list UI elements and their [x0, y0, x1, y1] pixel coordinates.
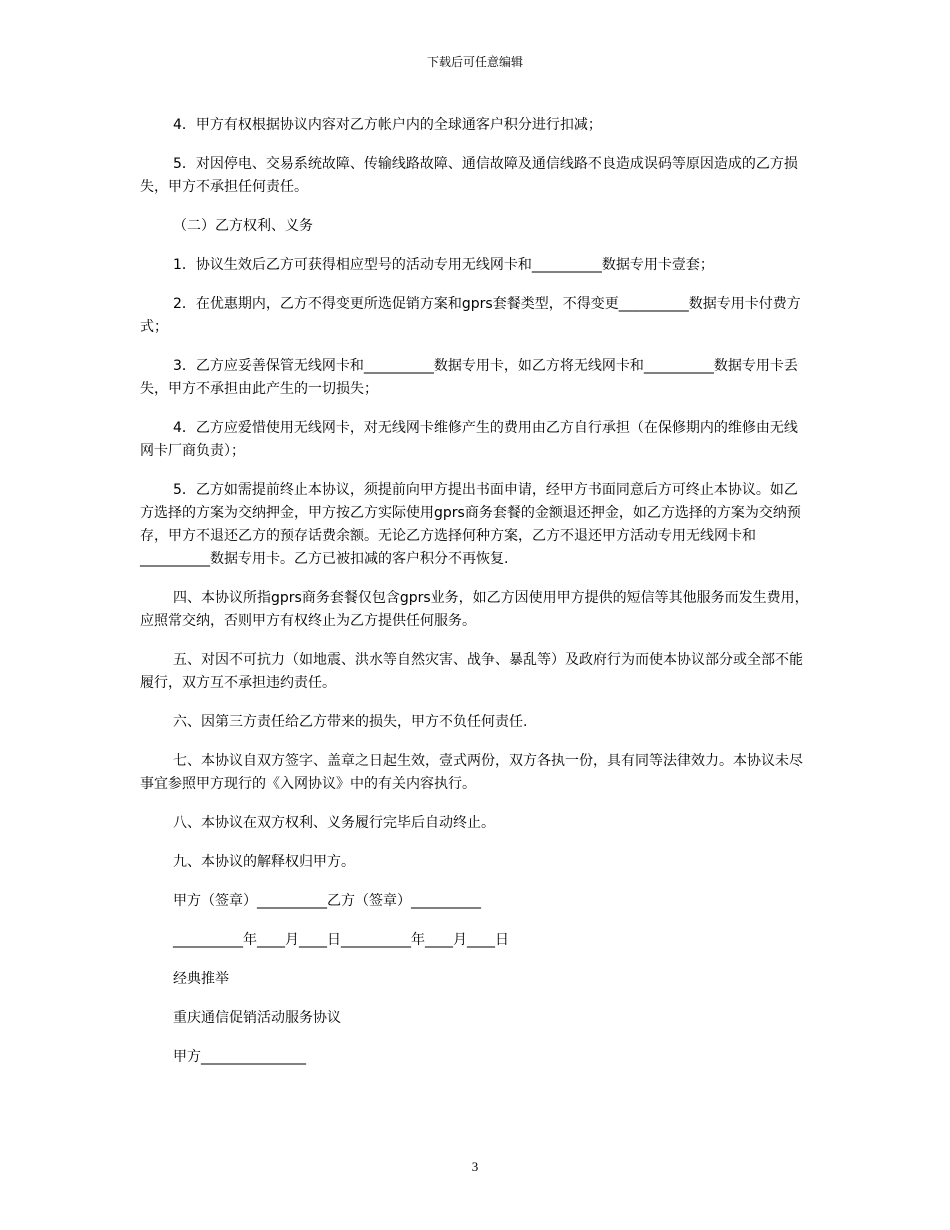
- paragraph: 2．在优惠期内，乙方不得变更所选促销方案和gprs套餐类型，不得变更__________数据专用卡付费方式；: [140, 296, 801, 335]
- paragraph: 3．乙方应妥善保管无线网卡和__________数据专用卡，如乙方将无线网卡和__________数据专用卡丢失，甲方不承担由此产生的一切损失；: [140, 358, 798, 397]
- paragraph: 五、对因不可抗力（如地震、洪水等自然灾害、战争、暴乱等）及政府行为而使本协议部分或全部不能履行，双方互不承担违约责任。: [140, 652, 803, 691]
- party-line: 甲方_______________: [173, 1049, 306, 1065]
- page-number: 3: [471, 1159, 479, 1174]
- paragraph: 四、本协议所指gprs商务套餐仅包含gprs业务，如乙方因使用甲方提供的短信等其他服务而发生费用，应照常交纳，否则甲方有权终止为乙方提供任何服务。: [140, 590, 809, 629]
- document-body: [140, 114, 810, 1085]
- section-heading: （二）乙方权利、义务: [173, 218, 313, 234]
- paragraph: 5．乙方如需提前终止本协议，须提前向甲方提出书面申请，经甲方书面同意后方可终止本协议。如乙方选择的方案为交纳押金，甲方按乙方实际使用gprs商务套餐的金额退还押金，如乙方选择的方案为交纳预存，甲方不退还乙方的预存话费余额。无论乙方选择何种方案，乙方不退还甲方活动专用无线网卡和__________数据专用卡。乙方已被扣减的客户积分不再恢复.: [140, 482, 801, 567]
- paragraph: 九、本协议的解释权归甲方。: [173, 854, 355, 870]
- date-line: __________年____月____日__________年____月____日: [173, 932, 509, 948]
- paragraph: 六、因第三方责任给乙方带来的损失，甲方不负任何责任.: [173, 714, 528, 730]
- paragraph: 七、本协议自双方签字、盖章之日起生效，壹式两份，双方各执一份，具有同等法律效力。本协议未尽事宜参照甲方现行的《入网协议》中的有关内容执行。: [140, 753, 803, 792]
- paragraph: 4．甲方有权根据协议内容对乙方帐户内的全球通客户积分进行扣减；: [173, 117, 602, 133]
- page-header: 下载后可任意编辑: [426, 55, 523, 69]
- paragraph: 5．对因停电、交易系统故障、传输线路故障、通信故障及通信线路不良造成误码等原因造成的乙方损失，甲方不承担任何责任。: [140, 156, 798, 195]
- paragraph: 1．协议生效后乙方可获得相应型号的活动专用无线网卡和__________数据专用卡壹套；: [173, 257, 714, 273]
- signature-line: 甲方（签章）__________乙方（签章）__________: [173, 893, 481, 909]
- document-title: 重庆通信促销活动服务协议: [173, 1010, 341, 1026]
- paragraph: 4．乙方应爱惜使用无线网卡，对无线网卡维修产生的费用由乙方自行承担（在保修期内的维修由无线网卡厂商负责）；: [140, 420, 798, 459]
- paragraph: 八、本协议在双方权利、义务履行完毕后自动终止。: [173, 815, 495, 831]
- paragraph: 经典推举: [173, 971, 229, 987]
